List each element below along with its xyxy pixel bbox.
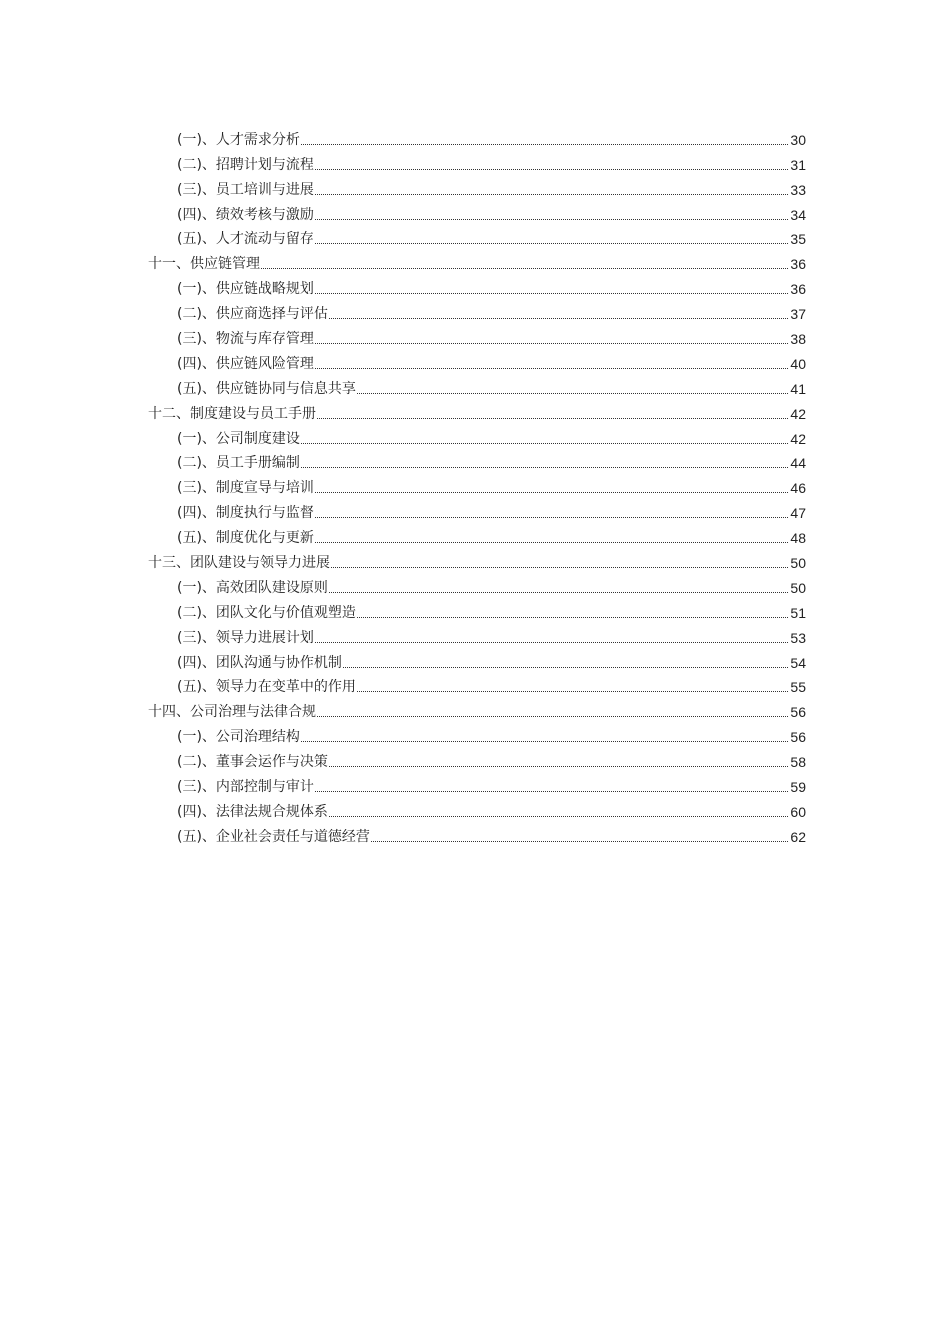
toc-section-entry[interactable]: [148, 721, 806, 746]
toc-dot-leader: [301, 442, 788, 444]
toc-section-entry[interactable]: [148, 174, 806, 199]
toc-entry-title: 十二、制度建设与员工手册: [148, 405, 316, 422]
toc-chapter-entry[interactable]: [148, 547, 806, 572]
toc-dot-leader: [301, 466, 788, 468]
toc-dot-leader: [371, 840, 788, 842]
toc-section-entry[interactable]: [148, 448, 806, 473]
toc-dot-leader: [315, 641, 788, 643]
toc-entry-title: (一)、供应链战略规划: [177, 281, 314, 298]
toc-entry-page-number: 33: [790, 181, 806, 198]
toc-dot-leader: [343, 666, 788, 668]
toc-dot-leader: [357, 392, 788, 394]
toc-section-entry[interactable]: [148, 746, 806, 771]
toc-section-entry[interactable]: [148, 572, 806, 597]
toc-section-entry[interactable]: [148, 622, 806, 647]
toc-section-entry[interactable]: [148, 497, 806, 522]
toc-chapter-entry[interactable]: [148, 696, 806, 721]
toc-entry-title: (一)、人才需求分析: [177, 131, 300, 148]
toc-section-entry[interactable]: [148, 423, 806, 448]
toc-entry-page-number: 53: [790, 629, 806, 646]
toc-dot-leader: [301, 740, 788, 742]
toc-chapter-entry[interactable]: [148, 398, 806, 423]
toc-entry-page-number: 42: [790, 430, 806, 447]
toc-section-entry[interactable]: [148, 472, 806, 497]
toc-entry-title: (三)、物流与库存管理: [177, 331, 314, 348]
toc-entry-page-number: 36: [790, 281, 806, 298]
toc-entry-title: 十四、公司治理与法律合规: [148, 704, 316, 721]
toc-section-entry[interactable]: [148, 522, 806, 547]
toc-dot-leader: [357, 690, 788, 692]
toc-dot-leader: [315, 168, 788, 170]
toc-dot-leader: [315, 367, 788, 369]
toc-entry-page-number: 55: [790, 679, 806, 696]
table-of-contents: [148, 124, 806, 846]
toc-entry-page-number: 47: [790, 505, 806, 522]
toc-entry-title: (二)、员工手册编制: [177, 455, 300, 472]
toc-entry-title: (一)、高效团队建设原则: [177, 579, 328, 596]
toc-section-entry[interactable]: [148, 124, 806, 149]
toc-section-entry[interactable]: [148, 348, 806, 373]
toc-entry-title: (三)、制度宣导与培训: [177, 480, 314, 497]
toc-entry-page-number: 56: [790, 729, 806, 746]
toc-dot-leader: [329, 815, 788, 817]
toc-entry-title: (三)、员工培训与进展: [177, 181, 314, 198]
toc-entry-title: (五)、人才流动与留存: [177, 231, 314, 248]
toc-dot-leader: [315, 342, 788, 344]
toc-entry-title: 十三、团队建设与领导力进展: [148, 555, 330, 572]
toc-entry-title: (五)、领导力在变革中的作用: [177, 679, 356, 696]
toc-entry-page-number: 38: [790, 331, 806, 348]
toc-chapter-entry[interactable]: [148, 248, 806, 273]
toc-section-entry[interactable]: [148, 672, 806, 697]
toc-entry-title: (五)、制度优化与更新: [177, 530, 314, 547]
toc-entry-title: (四)、供应链风险管理: [177, 355, 314, 372]
toc-dot-leader: [315, 541, 788, 543]
toc-section-entry[interactable]: [148, 298, 806, 323]
toc-dot-leader: [315, 292, 788, 294]
toc-entry-title: 十一、供应链管理: [148, 256, 260, 273]
toc-section-entry[interactable]: [148, 323, 806, 348]
toc-entry-page-number: 37: [790, 306, 806, 323]
toc-entry-title: (四)、制度执行与监督: [177, 505, 314, 522]
toc-entry-title: (二)、招聘计划与流程: [177, 156, 314, 173]
toc-section-entry[interactable]: [148, 273, 806, 298]
toc-dot-leader: [315, 218, 788, 220]
toc-entry-page-number: 59: [790, 779, 806, 796]
toc-dot-leader: [315, 516, 788, 518]
toc-dot-leader: [357, 616, 788, 618]
toc-entry-page-number: 50: [790, 579, 806, 596]
toc-entry-title: (一)、公司制度建设: [177, 430, 300, 447]
toc-section-entry[interactable]: [148, 199, 806, 224]
toc-section-entry[interactable]: [148, 771, 806, 796]
toc-entry-page-number: 58: [790, 754, 806, 771]
toc-entry-title: (二)、供应商选择与评估: [177, 306, 328, 323]
toc-dot-leader: [317, 417, 788, 419]
toc-entry-title: (二)、董事会运作与决策: [177, 754, 328, 771]
toc-entry-page-number: 54: [790, 654, 806, 671]
toc-entry-title: (三)、领导力进展计划: [177, 629, 314, 646]
toc-section-entry[interactable]: [148, 647, 806, 672]
toc-entry-page-number: 50: [790, 555, 806, 572]
toc-dot-leader: [301, 143, 788, 145]
toc-dot-leader: [329, 317, 788, 319]
toc-dot-leader: [317, 715, 788, 717]
toc-entry-page-number: 60: [790, 803, 806, 820]
toc-entry-title: (五)、企业社会责任与道德经营: [177, 828, 370, 845]
toc-entry-page-number: 62: [790, 828, 806, 845]
toc-section-entry[interactable]: [148, 597, 806, 622]
toc-dot-leader: [315, 193, 788, 195]
toc-dot-leader: [315, 790, 788, 792]
toc-entry-page-number: 48: [790, 530, 806, 547]
toc-entry-page-number: 41: [790, 380, 806, 397]
toc-section-entry[interactable]: [148, 796, 806, 821]
toc-entry-title: (五)、供应链协同与信息共享: [177, 380, 356, 397]
toc-dot-leader: [329, 591, 788, 593]
toc-entry-page-number: 44: [790, 455, 806, 472]
toc-entry-title: (一)、公司治理结构: [177, 729, 300, 746]
toc-entry-page-number: 56: [790, 704, 806, 721]
toc-entry-title: (四)、绩效考核与激励: [177, 206, 314, 223]
toc-entry-page-number: 34: [790, 206, 806, 223]
toc-entry-title: (三)、内部控制与审计: [177, 779, 314, 796]
toc-dot-leader: [331, 566, 788, 568]
toc-entry-page-number: 36: [790, 256, 806, 273]
toc-dot-leader: [329, 765, 788, 767]
toc-entry-page-number: 46: [790, 480, 806, 497]
toc-entry-page-number: 35: [790, 231, 806, 248]
toc-entry-page-number: 51: [790, 604, 806, 621]
toc-section-entry[interactable]: [148, 821, 806, 846]
toc-dot-leader: [261, 267, 788, 269]
toc-dot-leader: [315, 491, 788, 493]
toc-section-entry[interactable]: [148, 149, 806, 174]
toc-entry-title: (二)、团队文化与价值观塑造: [177, 604, 356, 621]
toc-section-entry[interactable]: [148, 373, 806, 398]
toc-entry-page-number: 30: [790, 131, 806, 148]
toc-entry-page-number: 31: [790, 156, 806, 173]
toc-entry-title: (四)、团队沟通与协作机制: [177, 654, 342, 671]
toc-entry-page-number: 40: [790, 355, 806, 372]
toc-dot-leader: [315, 242, 788, 244]
toc-entry-title: (四)、法律法规合规体系: [177, 803, 328, 820]
toc-section-entry[interactable]: [148, 224, 806, 249]
toc-entry-page-number: 42: [790, 405, 806, 422]
